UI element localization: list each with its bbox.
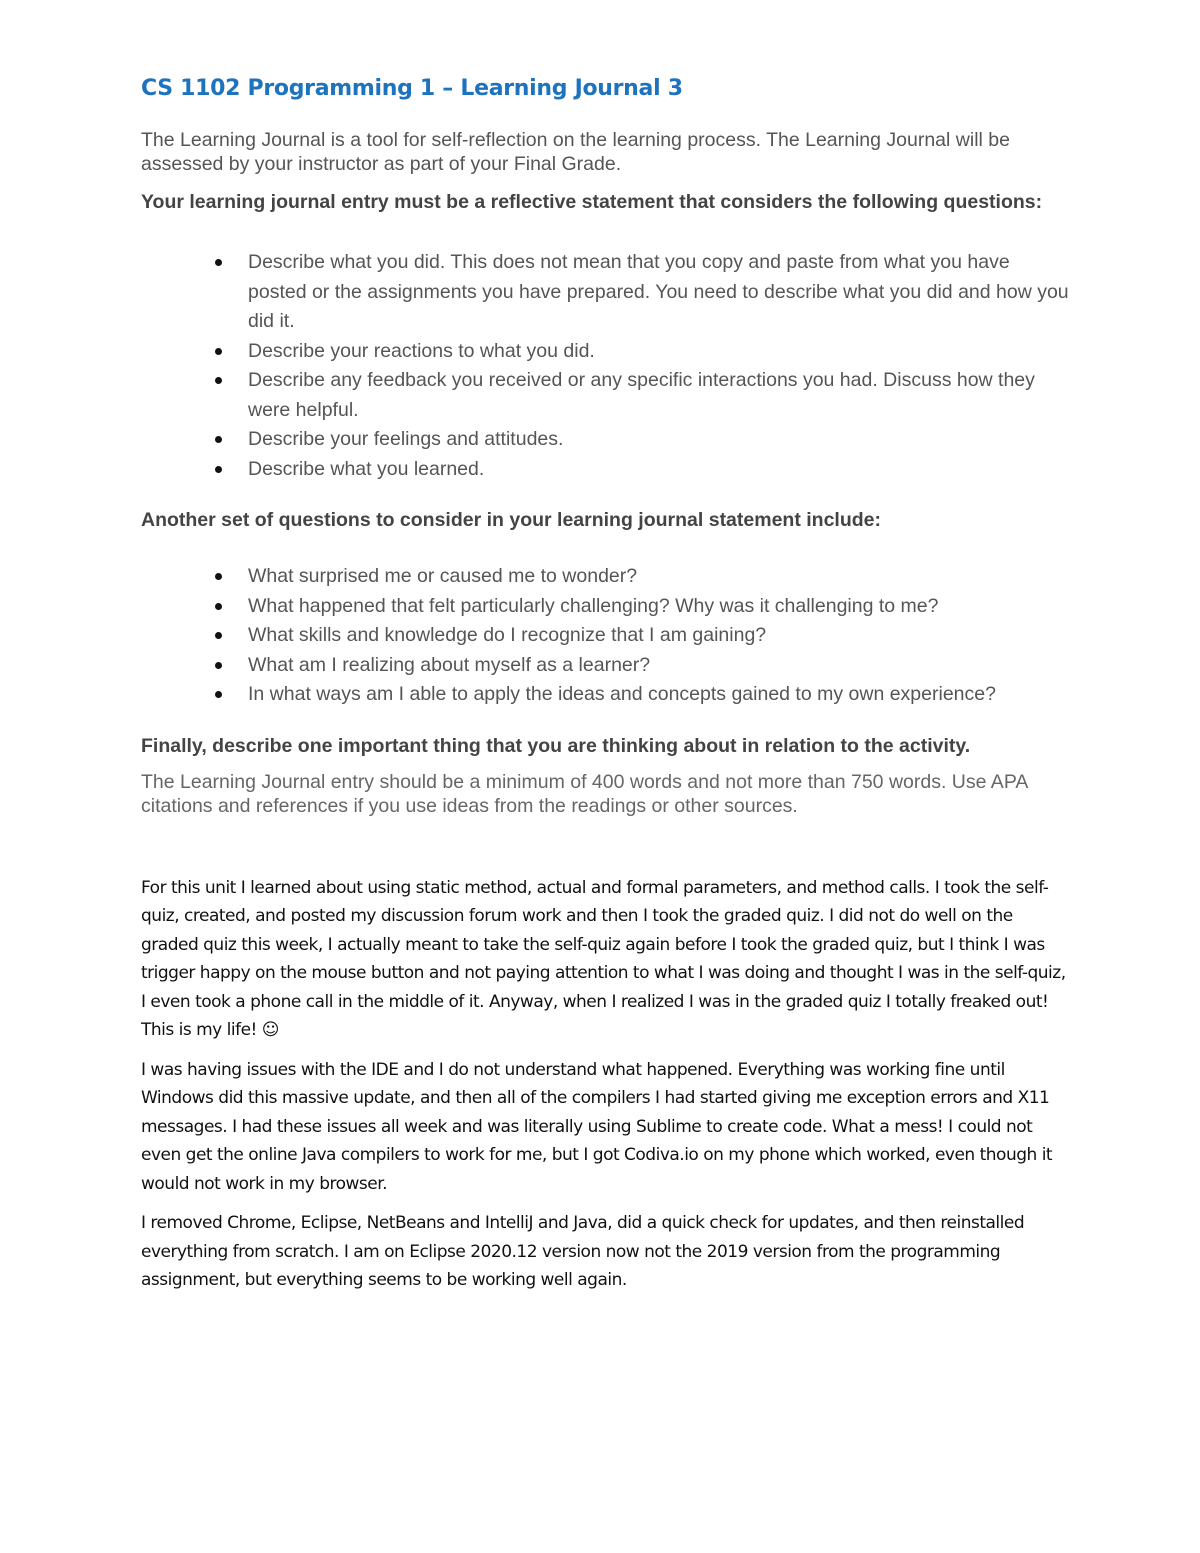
bullet-icon [215, 348, 222, 355]
list-item [141, 592, 1071, 622]
list-item-text: Describe your reactions to what you did. [248, 339, 595, 362]
bullet-icon [215, 259, 222, 266]
list-item-text: Describe what you learned. [248, 457, 485, 480]
list-item-text: What surprised me or caused me to wonder? [248, 565, 638, 587]
intro-paragraph: The Learning Journal is a tool for self-reflection on the learning process. The Learning Journal will be assessed by your instructor as part of your Final Grade. [141, 129, 1010, 175]
list-item-text: Describe what you did. This does not mean that you copy and paste from what you have posted or the assignments you have prepared. You need to describe what you did and how you did it. [248, 251, 1069, 332]
entry-paragraph: I was having issues with the IDE and I do not understand what happened. Everything was working fine until Windows did this massive update, and then all of the compilers I had started giving me exception errors and X11 messages. I had these issues all week and was literally using Sublime to create code. What a mess! I could not even get the online Java compilers to work for me, but I got Codiva.io on my phone which worked, even though it would not work in my browser. [141, 1059, 1053, 1194]
bullet-icon [215, 632, 222, 639]
list-item [141, 621, 1071, 651]
list-item [141, 562, 1071, 592]
list-item [141, 366, 1071, 425]
document-content [141, 74, 1071, 1306]
entry-paragraph: For this unit I learned about using static method, actual and formal parameters, and method calls. I took the self-quiz, created, and posted my discussion forum work and then I took the graded quiz. I did not do well on the graded quiz this week, I actually meant to take the self-quiz again before I took the graded quiz, but I think I was trigger happy on the mouse button and not paying attention to what I was doing and thought I was in the self-quiz, I even took a phone call in the middle of it. Anyway, when I realized I was in the graded quiz I totally freaked out! This is my life! ☺ [141, 877, 1066, 1040]
reflection-prompt: Your learning journal entry must be a reflective statement that considers the following questions: [141, 191, 1043, 213]
bullet-icon [215, 436, 222, 443]
list-item [141, 337, 1071, 367]
list-item-text: What am I realizing about myself as a learner? [248, 653, 651, 676]
list-item [141, 425, 1071, 455]
bullet-icon [215, 691, 222, 698]
word-count-requirement: The Learning Journal entry should be a minimum of 400 words and not more than 750 words. Use APA citations and references if you use ideas from the readings or other sources. [141, 770, 1028, 817]
document-title: CS 1102 Programming 1 – Learning Journal 3 [141, 76, 683, 101]
additional-questions-prompt: Another set of questions to consider in your learning journal statement include: [141, 509, 882, 531]
list-item [141, 651, 1071, 681]
list-item [141, 248, 1071, 337]
bullet-icon [215, 573, 222, 580]
bullet-icon [215, 466, 222, 473]
final-prompt: Finally, describe one important thing that you are thinking about in relation to the activity. [141, 734, 971, 757]
journal-entry [141, 874, 1071, 1295]
list-item-text: What happened that felt particularly challenging? Why was it challenging to me? [248, 594, 939, 617]
reflection-questions-list [141, 248, 1071, 484]
bullet-icon [215, 377, 222, 384]
list-item-text: Describe any feedback you received or any specific interactions you had. Discuss how they were helpful. [248, 369, 1035, 421]
list-item [141, 680, 1071, 710]
bullet-icon [215, 603, 222, 610]
entry-paragraph: I removed Chrome, Eclipse, NetBeans and IntelliJ and Java, did a quick check for updates, and then reinstalled everything from scratch. I am on Eclipse 2020.12 version now not the 2019 version from the programming assignment, but everything seems to be working well again. [141, 1213, 1025, 1290]
additional-questions-list [141, 562, 1071, 710]
list-item-text: In what ways am I able to apply the ideas and concepts gained to my own experience? [248, 683, 996, 705]
list-item-text: Describe your feelings and attitudes. [248, 428, 564, 450]
list-item [141, 455, 1071, 485]
list-item-text: What skills and knowledge do I recognize that I am gaining? [248, 624, 767, 646]
bullet-icon [215, 662, 222, 669]
